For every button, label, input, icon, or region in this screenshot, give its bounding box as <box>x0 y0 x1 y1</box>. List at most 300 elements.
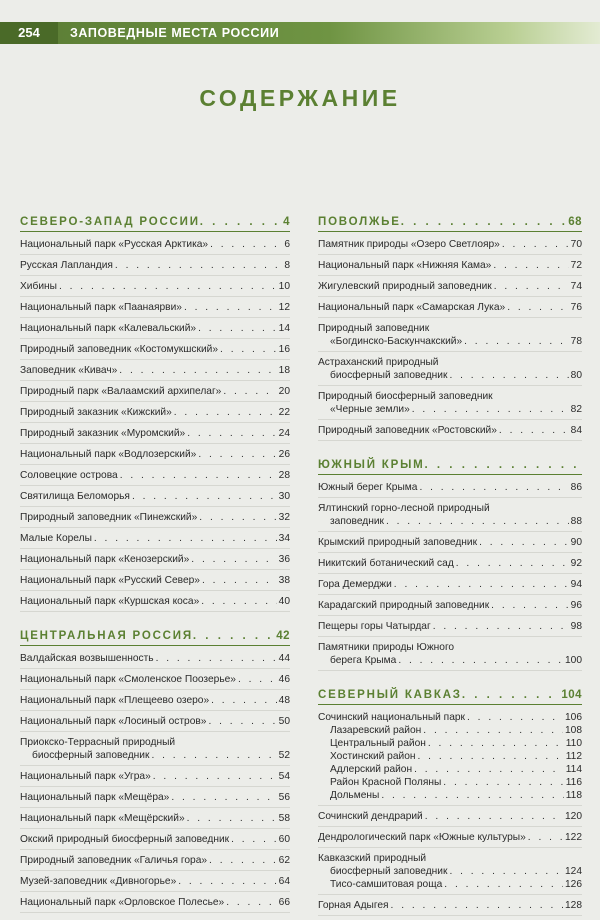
entry-page: 128 <box>565 900 582 911</box>
dot-leader <box>209 854 277 867</box>
entry-title: Национальный парк «Куршская коса» <box>20 596 200 607</box>
entry-page: 126 <box>565 879 582 890</box>
entry-page: 70 <box>570 239 582 250</box>
entry-title: Национальный парк «Лосиный остров» <box>20 716 207 727</box>
toc-sub-row <box>318 750 582 763</box>
entry-page: 82 <box>570 404 582 415</box>
entry-title: биосферный заповедник <box>330 370 448 381</box>
entry-title: Национальный парк «Угра» <box>20 771 151 782</box>
entry-page: 12 <box>278 302 290 313</box>
entry-title: берега Крыма <box>330 655 397 666</box>
toc-entry[interactable] <box>20 812 290 829</box>
entry-page: 28 <box>278 470 290 481</box>
toc-row <box>20 406 290 419</box>
toc-entry[interactable] <box>20 715 290 732</box>
dot-leader <box>211 694 277 707</box>
toc-entry[interactable] <box>20 532 290 549</box>
dot-leader <box>449 865 563 878</box>
entry-title-line: Ялтинский горно-лесной природный <box>318 503 490 514</box>
dot-leader <box>401 216 569 229</box>
entry-page: 76 <box>570 302 582 313</box>
entry-page: 16 <box>278 344 290 355</box>
entry-title: Музей-заповедник «Дивногорье» <box>20 876 177 887</box>
entry-page: 34 <box>278 533 290 544</box>
toc-entry[interactable] <box>20 364 290 381</box>
toc-row <box>318 301 582 314</box>
dot-leader <box>178 875 276 888</box>
dot-leader <box>201 595 276 608</box>
section-title: ПОВОЛЖЬЕ <box>318 216 401 228</box>
section-heading <box>318 214 582 232</box>
dot-leader <box>151 749 276 762</box>
toc-row <box>318 515 582 528</box>
dot-leader <box>425 810 563 823</box>
entry-title-line: Природный биосферный заповедник <box>318 391 493 402</box>
entry-title: Национальный парк «Орловское Полесье» <box>20 897 225 908</box>
entry-title: Национальный парк «Мещёра» <box>20 792 170 803</box>
entry-page: 86 <box>570 482 582 493</box>
toc-row <box>318 599 582 612</box>
dot-leader <box>394 578 569 591</box>
toc-entry[interactable] <box>20 854 290 871</box>
dot-leader <box>174 406 277 419</box>
section-page: 42 <box>276 630 290 642</box>
section-page: 104 <box>561 689 582 701</box>
entry-title: Национальный парк «Водлозерский» <box>20 449 197 460</box>
toc-entry[interactable] <box>318 620 582 637</box>
entry-page: 18 <box>278 365 290 376</box>
section-heading <box>20 214 290 232</box>
entry-title: «Богдинско-Баскунчакский» <box>330 336 463 347</box>
dot-leader <box>202 574 277 587</box>
dot-leader <box>444 878 563 891</box>
toc-left-column <box>20 214 290 917</box>
toc-row <box>20 364 290 377</box>
dot-leader <box>418 750 564 763</box>
toc-entry[interactable] <box>20 511 290 528</box>
dot-leader <box>198 448 276 461</box>
dot-leader <box>391 899 563 912</box>
dot-leader <box>94 532 277 545</box>
toc-sub-row <box>318 763 582 776</box>
book-title: ЗАПОВЕДНЫЕ МЕСТА РОССИИ <box>70 26 280 40</box>
entry-title: Тисо-самшитовая роща <box>330 879 443 890</box>
entry-page: 80 <box>570 370 582 381</box>
entry-title: Адлерский район <box>330 764 413 775</box>
section-page: 4 <box>283 216 290 228</box>
toc-row <box>20 652 290 665</box>
dot-leader <box>494 280 569 293</box>
dot-leader <box>156 652 277 665</box>
toc-entry[interactable] <box>20 490 290 507</box>
entry-title: Русская Лапландия <box>20 260 113 271</box>
entry-title: Национальный парк «Мещёрский» <box>20 813 185 824</box>
page-header-bar <box>0 22 600 44</box>
entry-page: 30 <box>278 491 290 502</box>
entry-title: биосферный заповедник <box>330 866 448 877</box>
toc-row <box>20 854 290 867</box>
entry-title: Окский природный биосферный заповедник <box>20 834 230 845</box>
entry-page: 46 <box>278 674 290 685</box>
toc-row <box>318 335 582 348</box>
dot-leader <box>187 812 277 825</box>
entry-title: Карадагский природный заповедник <box>318 600 490 611</box>
toc-entry[interactable] <box>318 481 582 498</box>
toc-entry[interactable] <box>318 899 582 916</box>
toc-entry[interactable] <box>318 852 582 895</box>
toc-row <box>20 553 290 566</box>
toc-entry[interactable] <box>20 652 290 669</box>
entry-page: 94 <box>570 579 582 590</box>
entry-page: 10 <box>278 281 290 292</box>
toc-entry[interactable] <box>318 578 582 595</box>
toc-entry[interactable] <box>20 469 290 486</box>
dot-leader <box>464 335 569 348</box>
entry-page: 66 <box>278 897 290 908</box>
entry-page: 44 <box>278 653 290 664</box>
entry-title: Национальный парк «Русская Арктика» <box>20 239 209 250</box>
toc-entry[interactable] <box>20 406 290 423</box>
toc-entry[interactable] <box>20 574 290 591</box>
toc-row <box>318 280 582 293</box>
toc-row <box>318 810 582 823</box>
entry-page: 98 <box>570 621 582 632</box>
toc-entry[interactable] <box>318 536 582 553</box>
toc-entry[interactable] <box>20 280 290 297</box>
toc-entry[interactable] <box>318 259 582 276</box>
entry-page: 72 <box>570 260 582 271</box>
toc-sub-row <box>318 737 582 750</box>
toc-row <box>20 791 290 804</box>
dot-leader <box>115 259 282 272</box>
toc-row <box>20 875 290 888</box>
dot-leader <box>493 259 568 272</box>
toc-row <box>318 620 582 633</box>
entry-page: 8 <box>284 260 290 271</box>
entry-title: Памятник природы «Озеро Светлояр» <box>318 239 500 250</box>
dot-leader <box>423 724 563 737</box>
entry-page: 118 <box>565 790 582 801</box>
entry-page: 22 <box>278 407 290 418</box>
toc-entry[interactable] <box>20 448 290 465</box>
page-number: 254 <box>0 22 58 44</box>
entry-title: «Черные земли» <box>330 404 410 415</box>
dot-leader <box>528 831 563 844</box>
dot-leader <box>398 654 563 667</box>
entry-page: 62 <box>278 855 290 866</box>
toc-entry[interactable] <box>20 673 290 690</box>
dot-leader <box>386 515 569 528</box>
toc-row <box>20 770 290 783</box>
toc-entry[interactable] <box>20 736 290 766</box>
entry-title: Национальный парк «Самарская Лука» <box>318 302 506 313</box>
entry-title-line: Астраханский природный <box>318 357 439 368</box>
toc-row <box>318 424 582 437</box>
dot-leader <box>226 896 276 909</box>
entry-title-line: Кавказский природный <box>318 853 427 864</box>
entry-title: биосферный заповедник <box>32 750 150 761</box>
toc-row <box>20 301 290 314</box>
dot-leader <box>223 385 276 398</box>
entry-title: Природный заповедник «Галичья гора» <box>20 855 208 866</box>
toc-entry[interactable] <box>20 770 290 787</box>
entry-title: Малые Корелы <box>20 533 92 544</box>
toc-row <box>318 557 582 570</box>
toc-row <box>20 322 290 335</box>
dot-leader <box>499 424 569 437</box>
entry-title: Национальный парк «Плещеево озеро» <box>20 695 210 706</box>
dot-leader <box>507 301 568 314</box>
dot-leader <box>419 481 568 494</box>
section-heading <box>318 457 582 475</box>
entry-page: 88 <box>570 516 582 527</box>
dot-leader <box>425 459 582 472</box>
entry-page: 106 <box>565 712 582 723</box>
toc-row <box>20 532 290 545</box>
entry-page: 108 <box>565 725 582 736</box>
dot-leader <box>198 322 277 335</box>
toc-row <box>318 369 582 382</box>
section-title: СЕВЕРО-ЗАПАД РОССИИ <box>20 216 200 228</box>
toc-sub-row <box>318 776 582 789</box>
toc-row <box>318 578 582 591</box>
section-heading <box>20 628 290 646</box>
entry-page: 78 <box>570 336 582 347</box>
entry-title: Природный заказник «Кижский» <box>20 407 172 418</box>
page-title: СОДЕРЖАНИЕ <box>199 85 401 111</box>
entry-title: Святилища Беломорья <box>20 491 130 502</box>
dot-leader <box>462 689 562 702</box>
entry-page: 26 <box>278 449 290 460</box>
toc-entry[interactable] <box>318 711 582 806</box>
toc-entry[interactable] <box>20 595 290 612</box>
dot-leader <box>456 557 569 570</box>
toc-entry[interactable] <box>318 356 582 386</box>
entry-title: Дольмены <box>330 790 380 801</box>
dot-leader <box>414 763 564 776</box>
entry-title: Горная Адыгея <box>318 900 389 911</box>
entry-title: заповедник <box>330 516 384 527</box>
toc-entry[interactable] <box>20 833 290 850</box>
entry-page: 74 <box>570 281 582 292</box>
entry-page: 14 <box>278 323 290 334</box>
toc-row <box>20 280 290 293</box>
toc-row <box>20 343 290 356</box>
entry-title: Крымский природный заповедник <box>318 537 478 548</box>
toc-right-column <box>318 214 582 920</box>
entry-page: 60 <box>278 834 290 845</box>
entry-page: 92 <box>570 558 582 569</box>
toc-entry[interactable] <box>318 810 582 827</box>
toc-entry[interactable] <box>318 599 582 616</box>
dot-leader <box>193 630 276 643</box>
entry-page: 6 <box>284 239 290 250</box>
toc-row <box>20 812 290 825</box>
entry-page: 24 <box>278 428 290 439</box>
dot-leader <box>433 620 569 633</box>
entry-title: Южный берег Крыма <box>318 482 418 493</box>
dot-leader <box>153 770 277 783</box>
toc-entry[interactable] <box>20 553 290 570</box>
toc-row <box>318 899 582 912</box>
toc-entry[interactable] <box>20 694 290 711</box>
toc-row <box>318 259 582 272</box>
toc-row <box>318 831 582 844</box>
dot-leader <box>428 737 564 750</box>
dot-leader <box>220 343 277 356</box>
toc-row <box>20 238 290 251</box>
entry-page: 84 <box>570 425 582 436</box>
toc-entry[interactable] <box>318 390 582 420</box>
entry-page: 120 <box>565 811 582 822</box>
dot-leader <box>238 673 277 686</box>
entry-title-line: Приокско-Террасный природный <box>20 737 176 748</box>
toc-entry[interactable] <box>20 343 290 360</box>
entry-title: Национальный парк «Кенозерский» <box>20 554 190 565</box>
toc-entry[interactable] <box>20 791 290 808</box>
entry-title: Природный заповедник «Костомукшский» <box>20 344 219 355</box>
entry-title: Сочинский национальный парк <box>318 712 465 723</box>
dot-leader <box>120 469 277 482</box>
entry-page: 114 <box>565 764 582 775</box>
entry-page: 50 <box>278 716 290 727</box>
entry-page: 40 <box>278 596 290 607</box>
dot-leader <box>412 403 569 416</box>
toc-entry[interactable] <box>318 280 582 297</box>
entry-page: 54 <box>278 771 290 782</box>
toc-row <box>20 749 290 762</box>
entry-title: Жигулевский природный заповедник <box>318 281 492 292</box>
entry-page: 20 <box>278 386 290 397</box>
dot-leader <box>199 511 276 524</box>
toc-entry[interactable] <box>318 557 582 574</box>
entry-page: 122 <box>565 832 582 843</box>
dot-leader <box>208 715 276 728</box>
toc-entry[interactable] <box>20 875 290 892</box>
section-title: СЕВЕРНЫЙ КАВКАЗ <box>318 689 462 701</box>
entry-title: Национальный парк «Нижняя Кама» <box>318 260 492 271</box>
entry-title: Природный заказник «Муромский» <box>20 428 186 439</box>
toc-entry[interactable] <box>20 385 290 402</box>
entry-title: Лазаревский район <box>330 725 422 736</box>
dot-leader <box>171 791 276 804</box>
toc-entry[interactable] <box>20 301 290 318</box>
toc-row <box>318 238 582 251</box>
toc-row <box>20 469 290 482</box>
dot-leader <box>231 833 277 846</box>
toc-row <box>20 259 290 272</box>
entry-page: 100 <box>565 655 582 666</box>
dot-leader <box>59 280 277 293</box>
toc-entry[interactable] <box>318 322 582 352</box>
entry-title: Валдайская возвышенность <box>20 653 154 664</box>
toc-entry[interactable] <box>318 502 582 532</box>
entry-title: Пещеры горы Чатырдаг <box>318 621 431 632</box>
entry-title: Соловецкие острова <box>20 470 118 481</box>
entry-page: 36 <box>278 554 290 565</box>
entry-title: Национальный парк «Смоленское Поозерье» <box>20 674 236 685</box>
toc-row <box>20 427 290 440</box>
toc-entry[interactable] <box>20 322 290 339</box>
toc-entry[interactable] <box>20 259 290 276</box>
toc-sub-row <box>318 724 582 737</box>
toc-row <box>20 490 290 503</box>
entry-page: 116 <box>565 777 582 788</box>
toc-row <box>318 403 582 416</box>
entry-title: Природный заповедник «Ростовский» <box>318 425 497 436</box>
entry-title: Район Красной Поляны <box>330 777 442 788</box>
toc-row <box>20 896 290 909</box>
entry-title: Центральный район <box>330 738 426 749</box>
toc-entry[interactable] <box>318 424 582 441</box>
entry-page: 124 <box>565 866 582 877</box>
toc-row <box>318 711 582 724</box>
toc-row <box>318 654 582 667</box>
toc-sub-row <box>318 878 582 891</box>
section-heading <box>318 687 582 705</box>
entry-title: Дендрологический парк «Южные культуры» <box>318 832 526 843</box>
toc-entry[interactable] <box>20 427 290 444</box>
toc-entry[interactable] <box>20 896 290 913</box>
entry-title: Хостинский район <box>330 751 416 762</box>
dot-leader <box>381 789 563 802</box>
dot-leader <box>119 364 276 377</box>
toc-entry[interactable] <box>318 641 582 671</box>
section-title: ЦЕНТРАЛЬНАЯ РОССИЯ <box>20 630 193 642</box>
entry-page: 90 <box>570 537 582 548</box>
dot-leader <box>184 301 277 314</box>
toc-row <box>318 481 582 494</box>
dot-leader <box>443 776 563 789</box>
section-page: 68 <box>568 216 582 228</box>
toc-row <box>20 385 290 398</box>
section-title: ЮЖНЫЙ КРЫМ <box>318 459 425 471</box>
toc-entry[interactable] <box>20 238 290 255</box>
entry-page: 38 <box>278 575 290 586</box>
dot-leader <box>200 216 283 229</box>
toc-row <box>318 536 582 549</box>
dot-leader <box>491 599 568 612</box>
entry-page: 64 <box>278 876 290 887</box>
entry-title: Хибины <box>20 281 57 292</box>
section-spacer <box>20 616 290 628</box>
dot-leader <box>479 536 569 549</box>
toc-entry[interactable] <box>318 301 582 318</box>
entry-title: Сочинский дендрарий <box>318 811 423 822</box>
entry-title-line: Природный заповедник <box>318 323 430 334</box>
toc-entry[interactable] <box>318 831 582 848</box>
entry-title: Природный заповедник «Пинежский» <box>20 512 198 523</box>
toc-row <box>20 715 290 728</box>
entry-page: 48 <box>278 695 290 706</box>
section-spacer <box>318 675 582 687</box>
dot-leader <box>467 711 563 724</box>
entry-title: Заповедник «Кивач» <box>20 365 118 376</box>
entry-page: 96 <box>570 600 582 611</box>
entry-title: Национальный парк «Калевальский» <box>20 323 197 334</box>
dot-leader <box>187 427 276 440</box>
entry-title: Никитский ботанический сад <box>318 558 454 569</box>
section-spacer <box>318 445 582 457</box>
toc-row <box>20 595 290 608</box>
entry-page: 32 <box>278 512 290 523</box>
entry-title-line: Памятники природы Южного <box>318 642 455 653</box>
toc-row <box>20 511 290 524</box>
toc-row <box>318 865 582 878</box>
entry-page: 58 <box>278 813 290 824</box>
toc-row <box>20 448 290 461</box>
toc-entry[interactable] <box>318 238 582 255</box>
